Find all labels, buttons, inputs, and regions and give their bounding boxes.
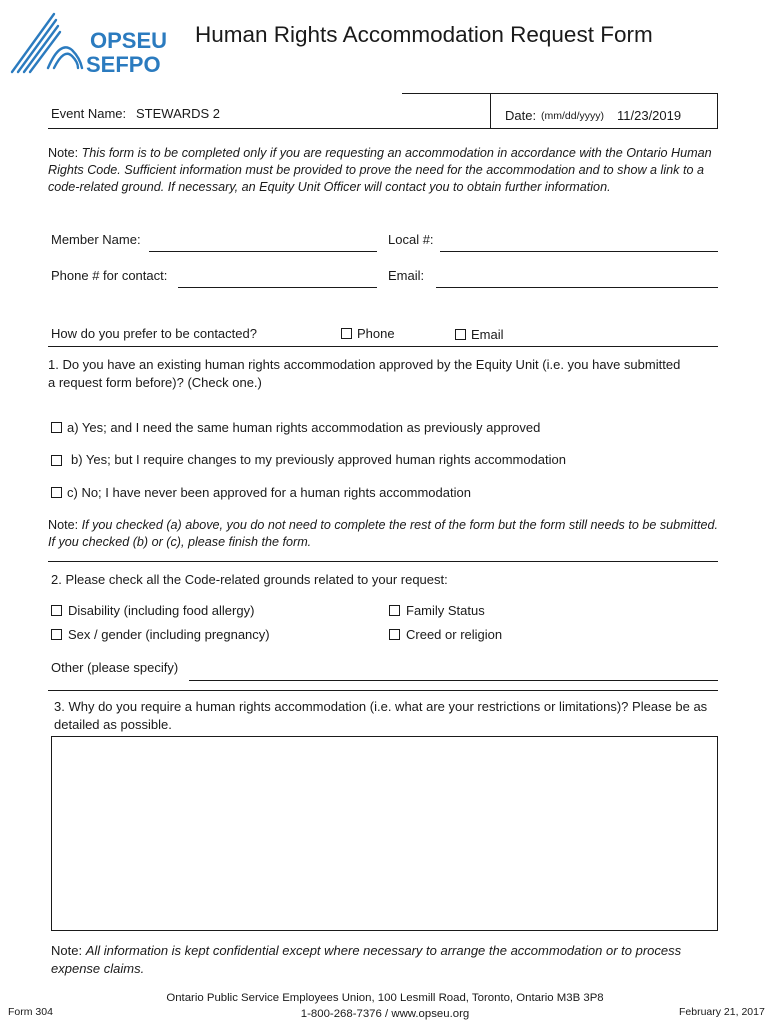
phone-checkbox[interactable]	[341, 328, 352, 339]
option-c-label: c) No; I have never been approved for a human rights accommodation	[67, 485, 471, 500]
footer-address: Ontario Public Service Employees Union, 100 Lesmill Road, Toronto, Ontario M3B 3P8	[166, 992, 604, 1004]
section1-note-text: If you checked (a) above, you do not need to complete the rest of the form but the form still needs to be submitted. If you checked (b) or (c), please finish the form.	[48, 518, 718, 549]
phone-label: Phone # for contact:	[51, 268, 168, 283]
creed-label: Creed or religion	[406, 627, 503, 642]
date-underline	[491, 128, 718, 129]
option-b-checkbox[interactable]	[51, 455, 62, 466]
revision-date: February 21, 2017	[679, 1006, 765, 1018]
sex-gender-label: Sex / gender (including pregnancy)	[68, 627, 270, 642]
option-c-checkbox[interactable]	[51, 487, 62, 498]
local-label: Local #:	[388, 232, 434, 247]
option-b-label: b) Yes; but I require changes to my previously approved human rights accommodation	[71, 452, 566, 467]
section1-note	[48, 517, 728, 551]
event-name-label: Event Name:	[51, 106, 127, 121]
event-name-underline	[48, 128, 491, 129]
date-value[interactable]: 11/23/2019	[617, 108, 682, 123]
header-rule-corner	[490, 93, 491, 129]
creed-checkbox[interactable]	[389, 629, 400, 640]
svg-text:OPSEU: OPSEU	[90, 28, 168, 53]
sex-gender-checkbox[interactable]	[51, 629, 62, 640]
opseu-logo-icon	[8, 10, 178, 76]
form-number: Form 304	[8, 1006, 53, 1018]
disability-checkbox[interactable]	[51, 605, 62, 616]
other-field[interactable]	[189, 680, 718, 681]
svg-text:SEFPO: SEFPO	[86, 52, 161, 76]
family-status-checkbox[interactable]	[389, 605, 400, 616]
section1-rule	[48, 346, 718, 347]
member-name-field[interactable]	[149, 251, 377, 252]
option-a-label: a) Yes; and I need the same human rights accommodation as previously approved	[67, 420, 541, 435]
family-status-label: Family Status	[406, 603, 485, 618]
page-title: Human Rights Accommodation Request Form	[195, 22, 653, 47]
phone-field[interactable]	[178, 287, 377, 288]
section2-question: 2. Please check all the Code-related grounds related to your request:	[51, 572, 448, 587]
footer	[0, 990, 770, 1022]
section1-note-prefix: Note:	[48, 518, 82, 532]
date-label: Date:	[505, 108, 537, 123]
disability-label: Disability (including food allergy)	[68, 603, 255, 618]
header-rule-right	[717, 93, 718, 129]
confidentiality-note-text: All information is kept confidential except where necessary to arrange the accommodation or to process expense claims.	[51, 943, 682, 976]
email-checkbox[interactable]	[455, 329, 466, 340]
accommodation-reason-textarea[interactable]	[51, 736, 718, 931]
intro-note	[48, 145, 728, 196]
header-rule	[402, 93, 718, 94]
date-format-hint: (mm/dd/yyyy)	[541, 110, 604, 122]
section3-rule	[48, 690, 718, 691]
opseu-logo	[8, 10, 178, 76]
section2-rule	[48, 561, 718, 562]
intro-note-prefix: Note:	[48, 146, 82, 160]
local-field[interactable]	[440, 251, 718, 252]
section1-question: 1. Do you have an existing human rights accommodation approved by the Equity Unit (i.e. you have submitted a request form before)? (Check one.)	[48, 357, 681, 390]
option-a-checkbox[interactable]	[51, 422, 62, 433]
confidentiality-note	[51, 942, 691, 978]
confidentiality-note-prefix: Note:	[51, 943, 86, 958]
member-name-label: Member Name:	[51, 232, 141, 247]
email-field[interactable]	[436, 287, 718, 288]
section3-question: 3. Why do you require a human rights accommodation (i.e. what are your restrictions or limitations)? Please be as detailed as possible.	[54, 699, 708, 732]
phone-option-label: Phone	[357, 326, 395, 341]
event-name-value[interactable]: STEWARDS 2	[136, 106, 221, 121]
intro-note-text: This form is to be completed only if you are requesting an accommodation in accordance with the Ontario Human Rights Code. Sufficient information must be provided to prove the need for the accommodation and to show a link to a code-related ground. If necessary, an Equity Unit Officer will contact you to obtain further information.	[48, 146, 712, 194]
other-label: Other (please specify)	[51, 660, 179, 675]
email-label: Email:	[388, 268, 425, 283]
contact-preference-question: How do you prefer to be contacted?	[51, 326, 257, 341]
email-option-label: Email	[471, 327, 504, 342]
footer-contact: 1-800-268-7376 / www.opseu.org	[300, 1008, 470, 1020]
